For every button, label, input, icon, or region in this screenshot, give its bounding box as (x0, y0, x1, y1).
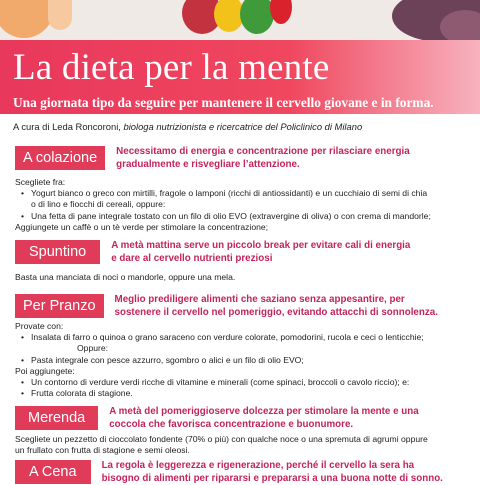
vegetable-shape (240, 0, 274, 34)
section-desc-merenda (109, 405, 418, 431)
desc-line: A metà del pomeriggioserve dolcezza per stimolare la mente e una (109, 406, 419, 417)
body-text-line: Basta una manciata di noci o mandorle, oppure una mela. (15, 272, 236, 282)
list-item: • Frutta colorata di stagione. (15, 388, 470, 399)
body-intro: Poi aggiungete: (15, 365, 75, 376)
desc-line: A metà mattina serve un piccolo break per evitare cali di energia (111, 240, 411, 251)
list-oppure: Oppure: (77, 343, 109, 354)
section-label-spuntino: Spuntino (15, 240, 100, 264)
food-list (15, 377, 470, 399)
section-body-merenda (15, 434, 470, 456)
section-label-cena: A Cena (15, 460, 91, 484)
desc-line: gradualmente e risvegliare l’attenzione. (116, 159, 300, 170)
body-text-line: un frullato con frutta di stagione e semi oleosi. (15, 445, 190, 456)
sweet-potato-shape (0, 0, 54, 38)
section-label-pranzo: Per Pranzo (15, 294, 104, 318)
author-line (13, 121, 362, 132)
body-text-line: Scegliete un pezzetto di cioccolato fondente (70% o più) con qualche noce o una spremuta di agrumi oppure (15, 434, 428, 444)
section-label-colazione: A colazione (15, 146, 105, 170)
body-outro: Aggiungete un caffè o un tè verde per stimolare la concentrazione; (15, 221, 269, 232)
section-desc-pranzo (115, 293, 438, 319)
section-body-pranzo (15, 321, 470, 399)
grapes-shape (440, 10, 480, 40)
food-list (15, 332, 470, 366)
section-colazione-header (15, 146, 410, 171)
list-item: • Una fetta di pane integrale tostato con un filo di olio EVO (extravergine di oliva) o con crema di mandorle; (15, 211, 470, 222)
section-cena-header (15, 460, 443, 485)
desc-line: bisogno di alimenti per ripararsi e prepararsi a una buona notte di sonno. (101, 473, 443, 484)
desc-line: La regola è leggerezza e rigenerazione, perché il cervello la sera ha (101, 460, 415, 471)
body-intro: Provate con: (15, 321, 64, 331)
list-item-continuation: o di lino e fiocchi di cereali, oppure: (31, 199, 166, 210)
section-body-spuntino (15, 272, 470, 283)
author-role: biologa nutrizionista e ricercatrice del Policlinico di Milano (123, 121, 363, 132)
fruit-shape (270, 0, 292, 24)
title-banner (0, 40, 480, 114)
list-item: • Insalata di farro o quinoa o grano saraceno con verdure colorate, pomodorini, rucola e ceci o lenticchie; (15, 332, 470, 343)
section-spuntino-header (15, 240, 410, 265)
list-item: • Pasta integrale con pesce azzurro, sgombro o alici e un filo di olio EVO; (15, 355, 470, 366)
section-merenda-header (15, 406, 419, 431)
section-desc-cena (102, 459, 443, 485)
desc-line: sostenere il cervello nel pomeriggio, evitando attacchi di sonnolenza. (114, 307, 438, 318)
desc-line: e dare al cervello nutrienti preziosi (111, 253, 273, 264)
section-desc-colazione (116, 145, 410, 171)
desc-line: Meglio prediligere alimenti che saziano senza appesantire, per (114, 294, 405, 305)
list-item: • Yogurt bianco o greco con mirtilli, fragole o lamponi (ricchi di antiossidanti) e un cucchiaio di semi di chia (15, 188, 470, 199)
section-body-colazione (15, 177, 470, 233)
list-item: • Un contorno di verdure verdi ricche di vitamine e minerali (come spinaci, broccoli o cavolo riccio); e: (15, 377, 470, 388)
carrot-shape (48, 0, 72, 30)
section-pranzo-header (15, 294, 438, 319)
author-prefix: A cura di Leda Roncoroni, (13, 121, 124, 132)
section-label-merenda: Merenda (15, 406, 98, 430)
page-title: La dieta per la mente (13, 47, 330, 88)
section-desc-spuntino (111, 239, 410, 265)
desc-line: coccola che favorisca concentrazione e buonumore. (109, 419, 354, 430)
page-subtitle: Una giornata tipo da seguire per mantenere il cervello giovane e in forma. (13, 95, 434, 110)
hero-photo-strip (0, 0, 480, 40)
food-list (15, 188, 470, 222)
desc-line: Necessitamo di energia e concentrazione per rilasciare energia (116, 146, 410, 157)
body-intro: Scegliete fra: (15, 177, 66, 187)
